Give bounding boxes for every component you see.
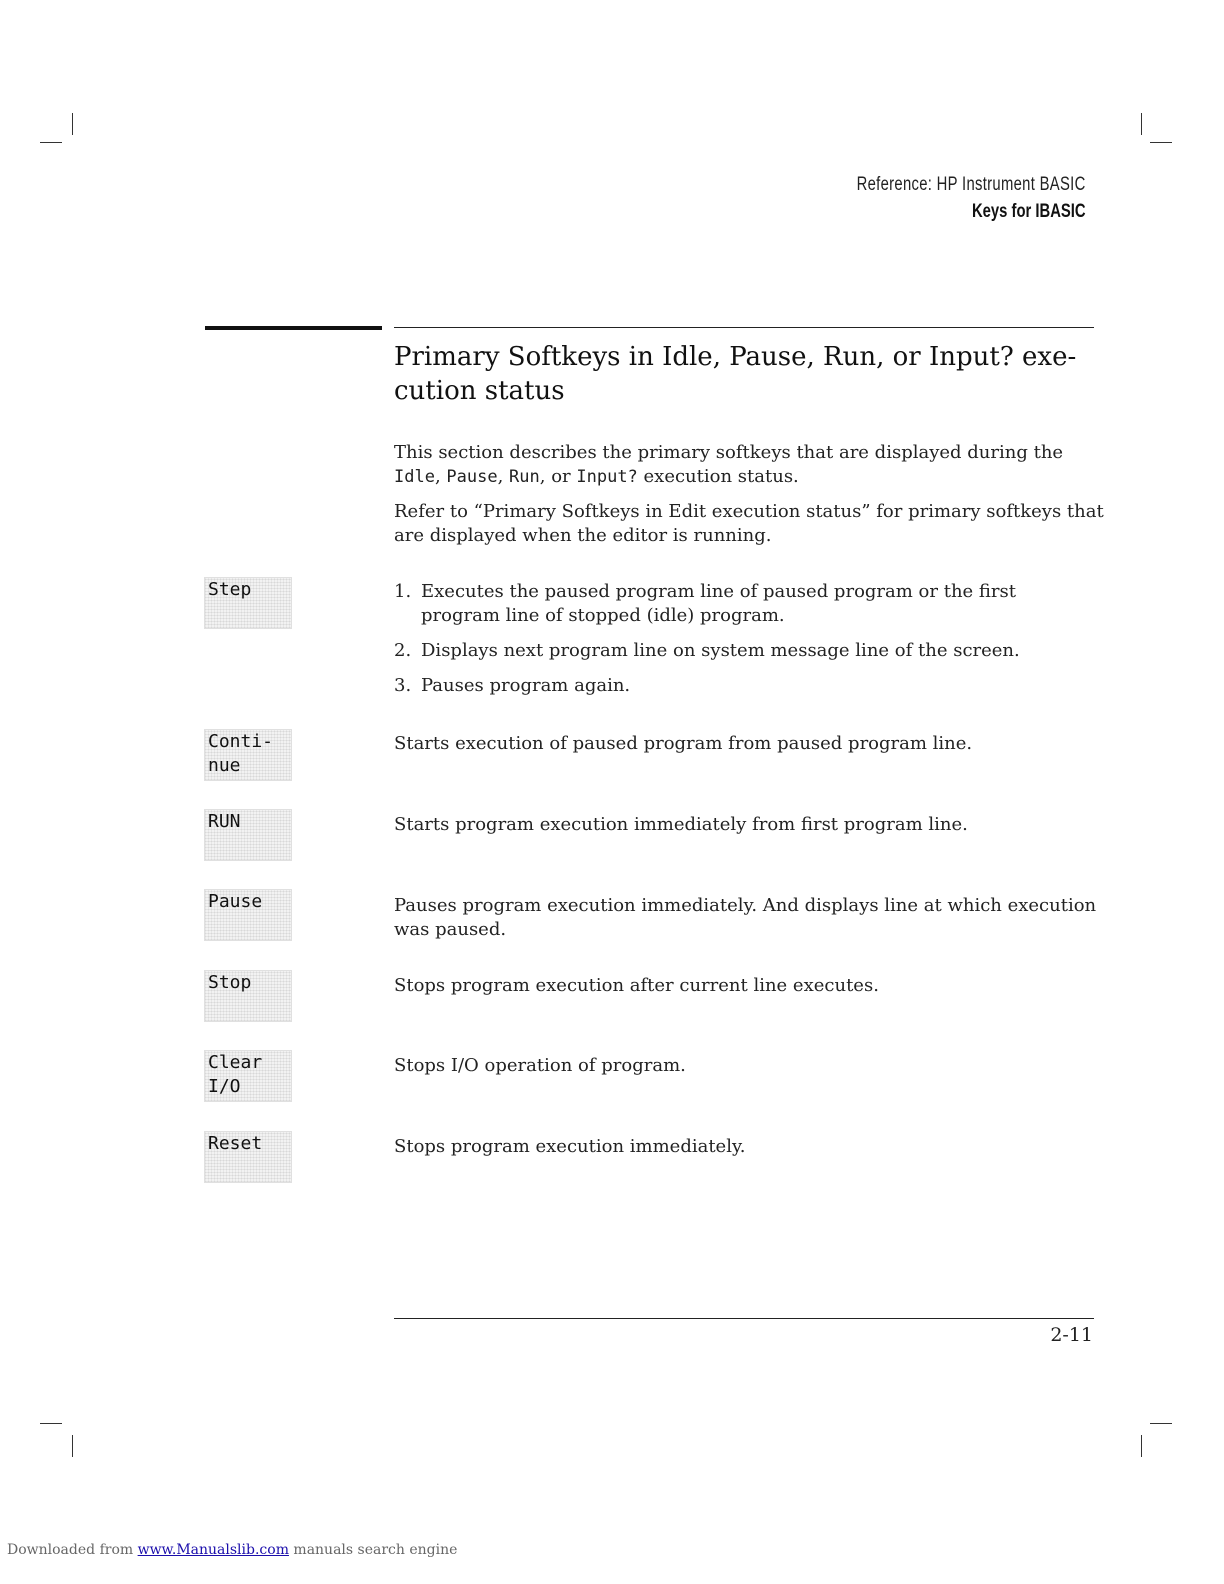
refer-paragraph: Refer to “Primary Softkeys in Edit execution status” for primary softkeys that are displayed when the editor is running. [394,501,1104,546]
intro-separator: , [434,466,447,487]
softkey-pause[interactable]: Pause [204,889,292,941]
intro-paragraph [394,441,1104,489]
intro-separator: , or [539,466,577,487]
section-rule-thin [394,327,1094,328]
crop-mark [1141,113,1142,135]
crop-mark [40,1423,62,1424]
crop-mark [1150,142,1172,143]
softkey-stop-description: Stops program execution after current line executes. [394,975,879,996]
step-item [394,580,1099,628]
softkey-continue-description: Starts execution of paused program from paused program line. [394,733,973,754]
crop-mark [72,1435,73,1457]
step-number: 2. [394,640,412,661]
crop-mark [72,113,73,135]
crop-mark [1141,1435,1142,1457]
softkey-run-description: Starts program execution immediately from first program line. [394,814,968,835]
step-text: Executes the paused program line of paused program or the first program line of stopped (idle) program. [421,581,1016,626]
softkey-clear-io-description: Stops I/O operation of program. [394,1055,686,1076]
step-item [394,639,1099,663]
status-pause: Pause [446,467,498,487]
page-number: 2-11 [1050,1324,1093,1346]
crop-mark [1150,1423,1172,1424]
softkey-stop[interactable]: Stop [204,970,292,1022]
crop-mark [40,142,62,143]
softkey-reset-description: Stops program execution immediately. [394,1136,746,1157]
softkey-pause-description: Pauses program execution immediately. And displays line at which execution was paused. [394,895,1097,940]
step-number: 1. [394,581,412,602]
step-number: 3. [394,675,412,696]
softkey-run[interactable]: RUN [204,809,292,861]
intro-text-after: execution status. [637,466,799,487]
softkey-step[interactable]: Step [204,577,292,629]
intro-separator: , [497,466,510,487]
running-head-reference: Reference: HP Instrument BASIC [856,174,1086,195]
section-rule-thick [205,326,382,330]
intro-text-before: This section describes the primary softkeys that are displayed during the [394,442,1064,463]
step-item [394,674,1099,698]
running-head [857,172,1086,226]
running-head-section: Keys for IBASIC [972,201,1086,222]
download-note-suffix: manuals search engine [288,1542,458,1558]
download-note [7,1542,457,1558]
softkey-clear-io[interactable]: Clear I/O [204,1050,292,1102]
manualslib-link[interactable]: www.Manualslib.com [137,1542,289,1558]
step-text: Pauses program again. [421,675,631,696]
softkey-continue[interactable]: Conti- nue [204,729,292,781]
step-text: Displays next program line on system message line of the screen. [421,640,1020,661]
softkey-reset[interactable]: Reset [204,1131,292,1183]
footer-rule [394,1318,1094,1319]
status-input: Input? [576,467,638,487]
section-title: Primary Softkeys in Idle, Pause, Run, or Input? exe- cution status [394,342,1077,406]
status-idle: Idle [394,467,435,487]
step-list [394,580,1099,709]
download-note-prefix: Downloaded from [7,1542,138,1558]
status-run: Run [509,467,540,487]
